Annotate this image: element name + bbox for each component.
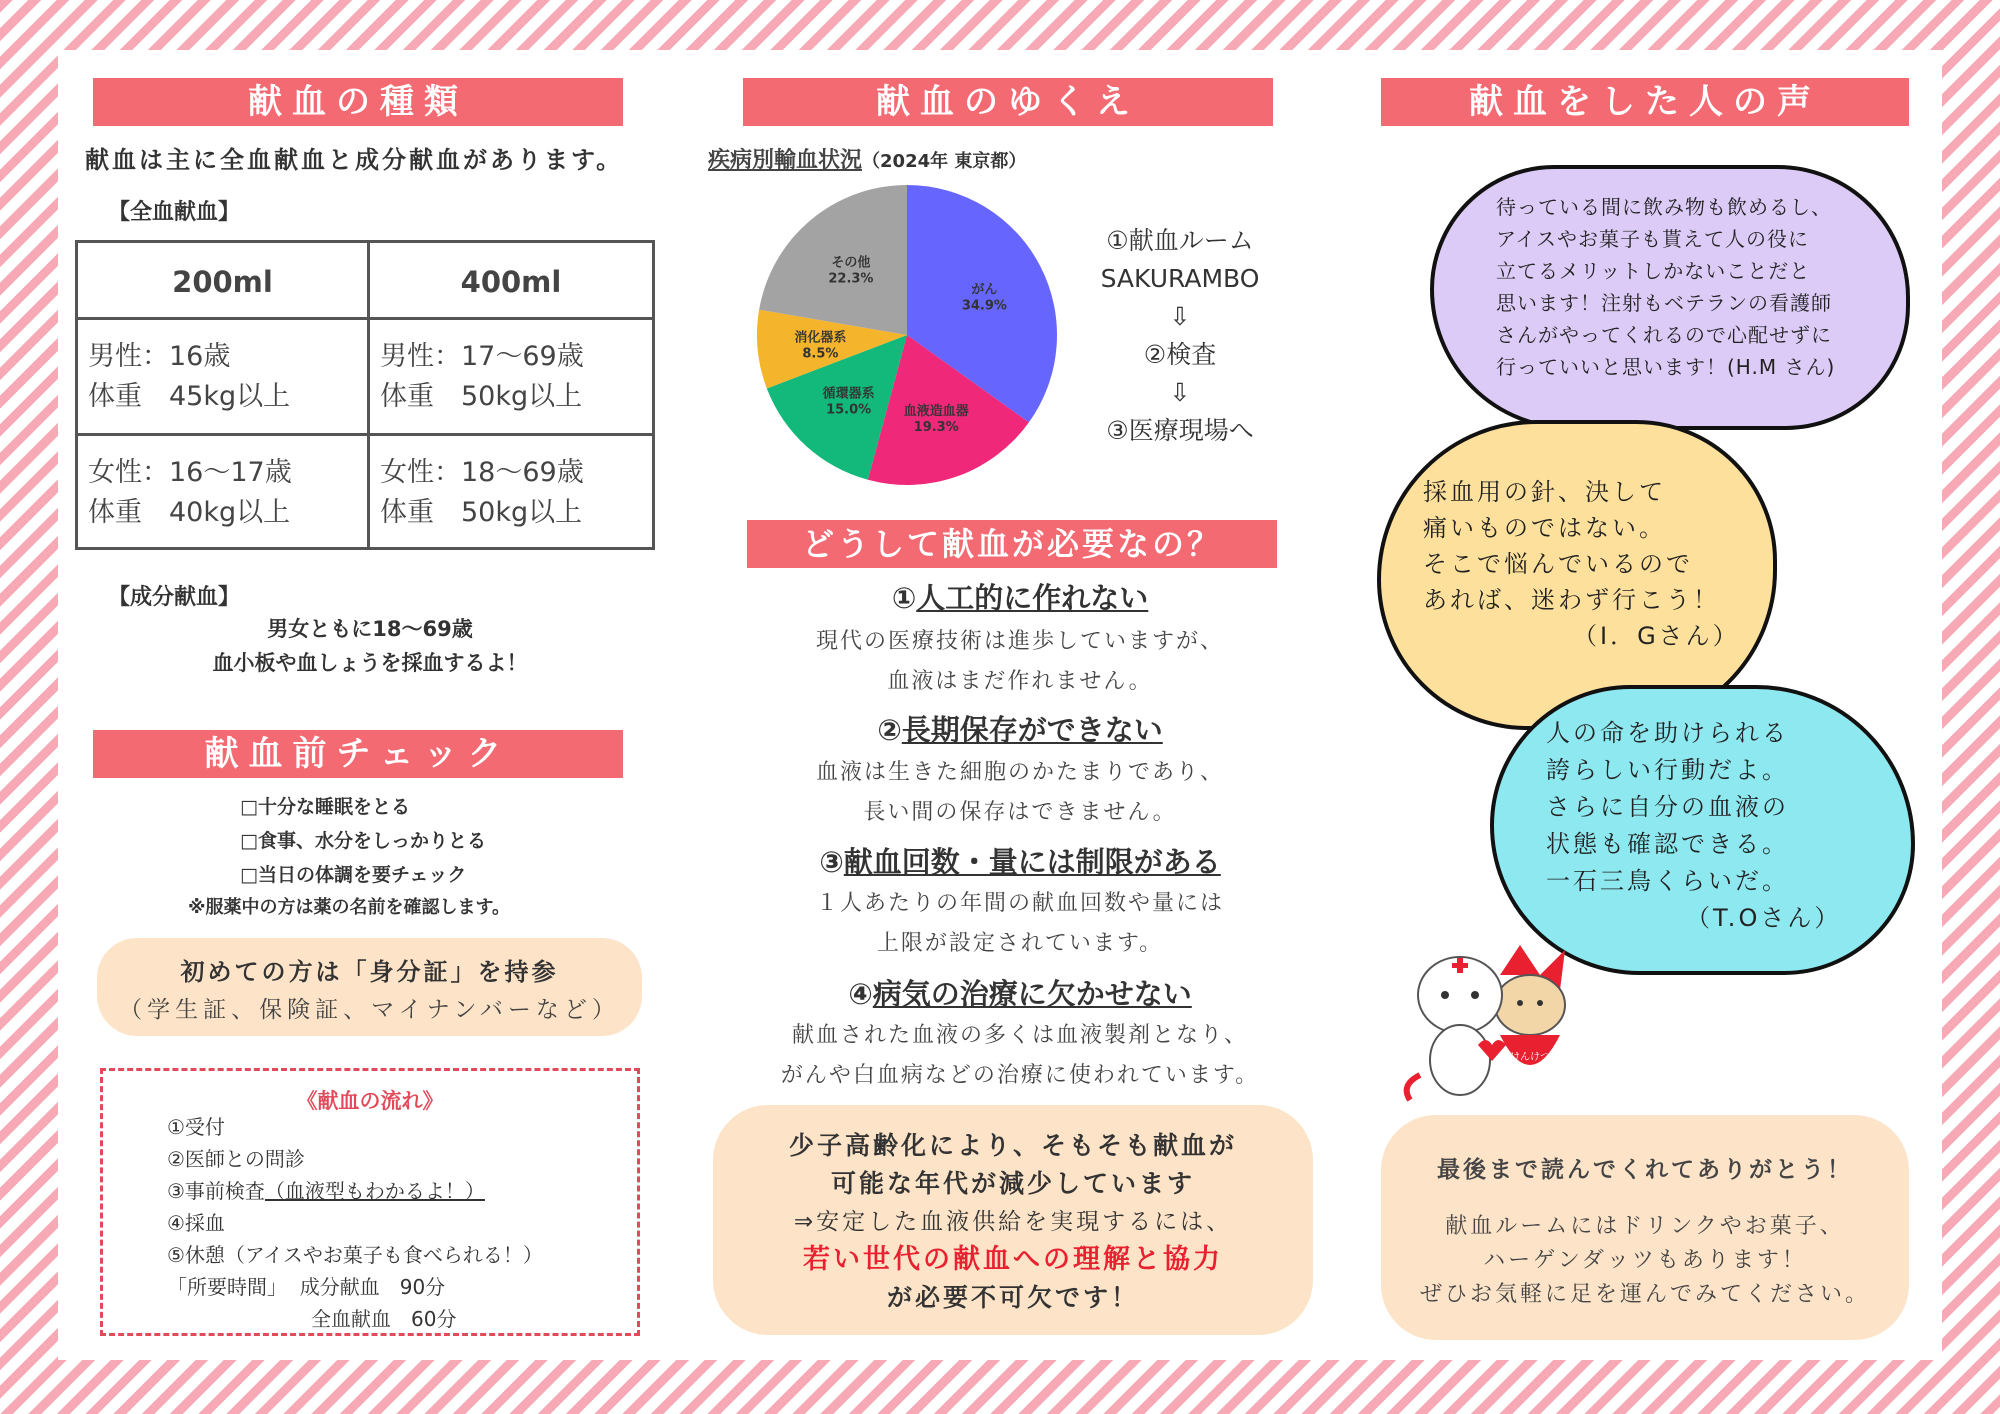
voice-bubble-3 (1490, 685, 1915, 975)
route-step: ①献血ルーム (1106, 226, 1254, 255)
summary-line: 可能な年代が減少しています (830, 1169, 1195, 1198)
voice-2-text (1423, 474, 1740, 654)
voice-line: 誇らしい行動だよ。 (1546, 756, 1789, 784)
check-title: 献血前チェック (93, 730, 623, 778)
checklist-item: □食事、水分をしっかりとる (240, 830, 486, 852)
voice-author: （I．Gさん） (1573, 622, 1740, 650)
mascot-illustration (1390, 935, 1590, 1105)
thanks-line: ハーゲンダッツもあります！ (1483, 1248, 1807, 1273)
reason-number: ① (891, 581, 917, 615)
reason-line: 血液は生きた細胞のかたまりであり、 (815, 760, 1224, 785)
voice-line: 痛いものではない。 (1423, 514, 1666, 542)
route-step: ②検査 (1143, 340, 1217, 369)
pie-value-label: 8.5% (802, 346, 839, 362)
reason-title (740, 576, 1300, 617)
reason-title (740, 972, 1300, 1013)
route-step: ③医療現場へ (1106, 416, 1254, 445)
table-cell (78, 337, 367, 417)
voice-line: さらに自分の血液の (1546, 793, 1789, 821)
summary-text (713, 1105, 1313, 1317)
flow-step: ⑤休憩（アイスやお菓子も食べられる！） (167, 1243, 543, 1267)
reason-line: 献血された血液の多くは血液製剤となり、 (791, 1023, 1248, 1048)
voices-title: 献血をした人の声 (1381, 78, 1909, 126)
pie-value-label: 22.3% (828, 271, 874, 287)
checklist-item: □十分な睡眠をとる (240, 796, 410, 818)
id-reminder-title: 初めての方は「身分証」を持参 (180, 958, 559, 986)
voice-line: 行っていいと思います！(H.M さん) (1496, 355, 1836, 379)
down-arrow-icon: ⇩ (1169, 378, 1191, 407)
whereabouts-title: 献血のゆくえ (743, 78, 1273, 126)
voice-line: 思います！注射もベテランの看護師 (1496, 291, 1832, 315)
tiger-nurse-mascot (1407, 957, 1506, 1100)
reason-line: 血液はまだ作れません。 (887, 669, 1153, 694)
summary-line: が必要不可欠です！ (886, 1283, 1139, 1312)
component-label: 【成分献血】 (108, 585, 241, 610)
flow-step (167, 1175, 543, 1207)
flow-step: ①受付 (167, 1115, 225, 1139)
whole-blood-label: 【全血献血】 (108, 200, 241, 225)
down-arrow-icon: ⇩ (1169, 302, 1191, 331)
reason-heading: 献血回数・量には制限がある (843, 845, 1221, 879)
component-line: 血小板や血しょうを採血するよ！ (212, 651, 528, 675)
cell-line: 体重 40kg以上 (88, 497, 291, 528)
types-intro: 献血は主に全血献血と成分献血があります。 (85, 146, 624, 174)
cell-line: 男性：17～69歳 (380, 341, 584, 372)
voice-1-text (1496, 191, 1835, 383)
flow-time-whole: 全血献血 60分 (311, 1307, 457, 1331)
voice-line: そこで悩んでいるので (1423, 550, 1693, 578)
thanks-box (1381, 1115, 1909, 1340)
id-reminder (97, 938, 642, 1036)
table-cell (370, 337, 652, 417)
reason-line: 長い間の保存はできません。 (863, 800, 1177, 825)
thanks-line: ぜひお気軽に足を運んでみてください。 (1419, 1282, 1870, 1307)
voice-line: 一石三鳥くらいだ。 (1546, 867, 1789, 895)
reason-body (740, 622, 1300, 702)
flow-time-component: 成分献血 90分 (299, 1275, 446, 1299)
cell-line: 体重 45kg以上 (88, 381, 291, 412)
flow-steps (167, 1111, 543, 1335)
pie-category-label: がん (971, 282, 998, 298)
why-title: どうして献血が必要なの？ (747, 520, 1277, 568)
reason-heading: 人工的に作れない (916, 581, 1149, 615)
reason-heading: 長期保存ができない (901, 713, 1163, 747)
pie-value-label: 19.3% (913, 419, 959, 435)
voice-line: 立てるメリットしかないことだと (1496, 259, 1811, 283)
id-reminder-examples: （学生証、保険証、マイナンバーなど） (119, 997, 620, 1023)
component-desc (120, 612, 620, 680)
route-steps (1070, 222, 1290, 450)
voice-bubble-2 (1377, 420, 1777, 730)
flow-step: ④採血 (167, 1211, 225, 1235)
thanks-body (1381, 1210, 1909, 1312)
pie-value-label: 34.9% (961, 298, 1007, 314)
flow-title: 《献血の流れ》 (296, 1089, 444, 1113)
voice-line: 状態も確認できる。 (1546, 830, 1789, 858)
reason-number: ④ (848, 977, 873, 1011)
voice-author: （T.Oさん） (1686, 904, 1842, 932)
reason-heading: 病気の治療に欠かせない (872, 977, 1192, 1011)
reason-body (740, 884, 1300, 964)
reason-number: ③ (819, 845, 844, 879)
voice-line: あれば、迷わず行こう！ (1423, 586, 1720, 614)
check-note: ※服薬中の方は薬の名前を確認します。 (188, 897, 511, 918)
reason-line: １人あたりの年間の献血回数や量には (815, 891, 1224, 916)
pie-category-label: 血液造血器 (903, 403, 969, 419)
component-line: 男女ともに18～69歳 (267, 617, 473, 641)
voice-line: さんがやってくれるので心配せずに (1496, 323, 1832, 347)
cell-line: 女性：18～69歳 (380, 457, 584, 488)
reason-line: がんや白血病などの治療に使われています。 (780, 1063, 1260, 1088)
voice-3-text (1546, 715, 1841, 937)
cell-line: 女性：16～17歳 (88, 457, 292, 488)
voice-line: 待っている間に飲み物も飲めるし、 (1496, 195, 1832, 219)
voice-line: アイスやお菓子も貰えて人の役に (1496, 227, 1809, 251)
types-title: 献血の種類 (93, 78, 623, 126)
chart-caption-title: 疾病別輸血状況 (708, 148, 863, 173)
flow-time (167, 1271, 543, 1303)
pie-category-label: その他 (831, 255, 871, 271)
reason-line: 上限が設定されています。 (876, 931, 1164, 956)
flow-step-label: ③事前検査 (167, 1179, 265, 1203)
pie-value-label: 15.0% (826, 402, 872, 418)
summary-box (713, 1105, 1313, 1335)
table-header-400ml: 400ml (460, 265, 562, 299)
table-header-200ml: 200ml (172, 265, 273, 299)
reason-body (740, 1016, 1300, 1096)
summary-line: 少子高齢化により、そもそも献血が (788, 1131, 1237, 1160)
pie-category-label: 循環器系 (822, 386, 875, 402)
voice-line: 採血用の針、決して (1423, 478, 1666, 506)
reason-number: ② (877, 713, 902, 747)
table-cell (370, 453, 652, 533)
flow-step-note: （血液型もわかるよ！） (264, 1179, 485, 1203)
reason-body (740, 753, 1300, 833)
table-cell (78, 453, 367, 533)
check-list (240, 790, 486, 892)
transfusion-pie-chart (752, 180, 1062, 490)
kenketsu-mascot (1495, 945, 1565, 1065)
thanks-title: 最後まで読んでくれてありがとう！ (1437, 1157, 1853, 1183)
voice-line: 人の命を助けられる (1546, 719, 1789, 747)
voice-bubble-1 (1430, 165, 1910, 430)
reason-title (740, 840, 1300, 881)
cell-line: 男性：16歳 (88, 341, 231, 372)
mascot-badge: けんけつ (1510, 1052, 1550, 1063)
chart-caption (708, 143, 1026, 174)
flow-time-label: 「所要時間」 (167, 1275, 287, 1299)
chart-caption-note: （2024年 東京都） (862, 151, 1027, 172)
reason-title (740, 708, 1300, 749)
cell-line: 体重 50kg以上 (380, 497, 583, 528)
table-divider (78, 433, 652, 436)
cell-line: 体重 50kg以上 (380, 381, 583, 412)
flow-step: ②医師との問診 (167, 1147, 305, 1171)
table-divider (78, 317, 652, 320)
donation-flow-box (100, 1068, 640, 1336)
thanks-line: 献血ルームにはドリンクやお菓子、 (1445, 1214, 1845, 1239)
route-step: SAKURAMBO (1100, 264, 1260, 293)
summary-highlight: 若い世代の献血への理解と協力 (803, 1244, 1223, 1275)
checklist-item: □当日の体調を要チェック (240, 864, 467, 886)
reason-line: 現代の医療技術は進歩していますが、 (815, 629, 1224, 654)
whole-blood-table (75, 240, 655, 550)
summary-line: ⇒安定した血液供給を実現するには、 (793, 1209, 1233, 1235)
pie-category-label: 消化器系 (794, 330, 847, 346)
